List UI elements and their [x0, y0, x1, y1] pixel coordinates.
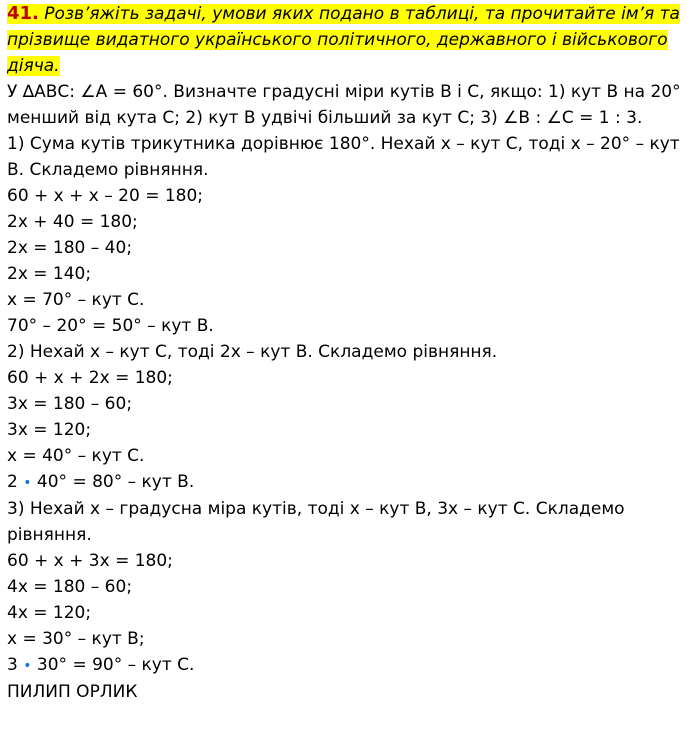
part1-step: 2х = 180 – 40;: [7, 238, 133, 258]
part3-final-right: 30° = 90° – кут С.: [31, 655, 195, 675]
part1-step: 70° – 20° = 50° – кут В.: [7, 316, 214, 336]
part1-intro: 1) Сума кутів трикутника дорівнює 180°. Нехай х – кут С, тоді х – 20° – кут В. Складемо рівняння.: [7, 134, 686, 180]
part3-step: 4х = 180 – 60;: [7, 577, 133, 597]
multiply-dot-icon: •: [23, 658, 32, 674]
task-statement: [7, 1, 691, 79]
part2-step: 60 + х + 2х = 180;: [7, 368, 173, 388]
problem-condition: У ∆АВС: ∠А = 60°. Визначте градусні міри кутів В і С, якщо: 1) кут В на 20° менший від кута С; 2) кут В удвічі більший за кут С; 3) ∠В : ∠С = 1 : 3.: [7, 82, 687, 128]
multiply-dot-icon: •: [23, 475, 32, 491]
part1-step: х = 70° – кут С.: [7, 290, 145, 310]
task-highlight: [7, 4, 680, 76]
part3-step: 60 + х + 3х = 180;: [7, 551, 173, 571]
part2-intro: 2) Нехай х – кут С, тоді 2х – кут В. Складемо рівняння.: [7, 342, 498, 362]
part1-step: 2х + 40 = 180;: [7, 212, 138, 232]
part1-step: 2х = 140;: [7, 264, 92, 284]
part3-final-left: 3: [7, 655, 24, 675]
part2-step: 3х = 120;: [7, 420, 92, 440]
part2-final-right: 40° = 80° – кут В.: [31, 472, 195, 492]
part3-step: 4х = 120;: [7, 603, 92, 623]
task-text: Розв’яжіть задачі, умови яких подано в таблиці, та прочитайте ім’я та прізвище видатного українського політичного, державного і військового діяча.: [7, 4, 680, 76]
part3-intro: 3) Нехай х – градусна міра кутів, тоді х – кут В, 3х – кут С. Складемо рівняння.: [7, 499, 630, 545]
part3-final-step: [7, 652, 691, 679]
part2-final-left: 2: [7, 472, 24, 492]
answer-name: ПИЛИП ОРЛИК: [7, 682, 138, 702]
part2-step: х = 40° – кут С.: [7, 446, 145, 466]
task-number: 41.: [7, 3, 39, 24]
part1-step: 60 + х + х – 20 = 180;: [7, 186, 204, 206]
part2-step: 3х = 180 – 60;: [7, 394, 133, 414]
part2-final-step: [7, 469, 691, 496]
part3-step: х = 30° – кут В;: [7, 629, 145, 649]
